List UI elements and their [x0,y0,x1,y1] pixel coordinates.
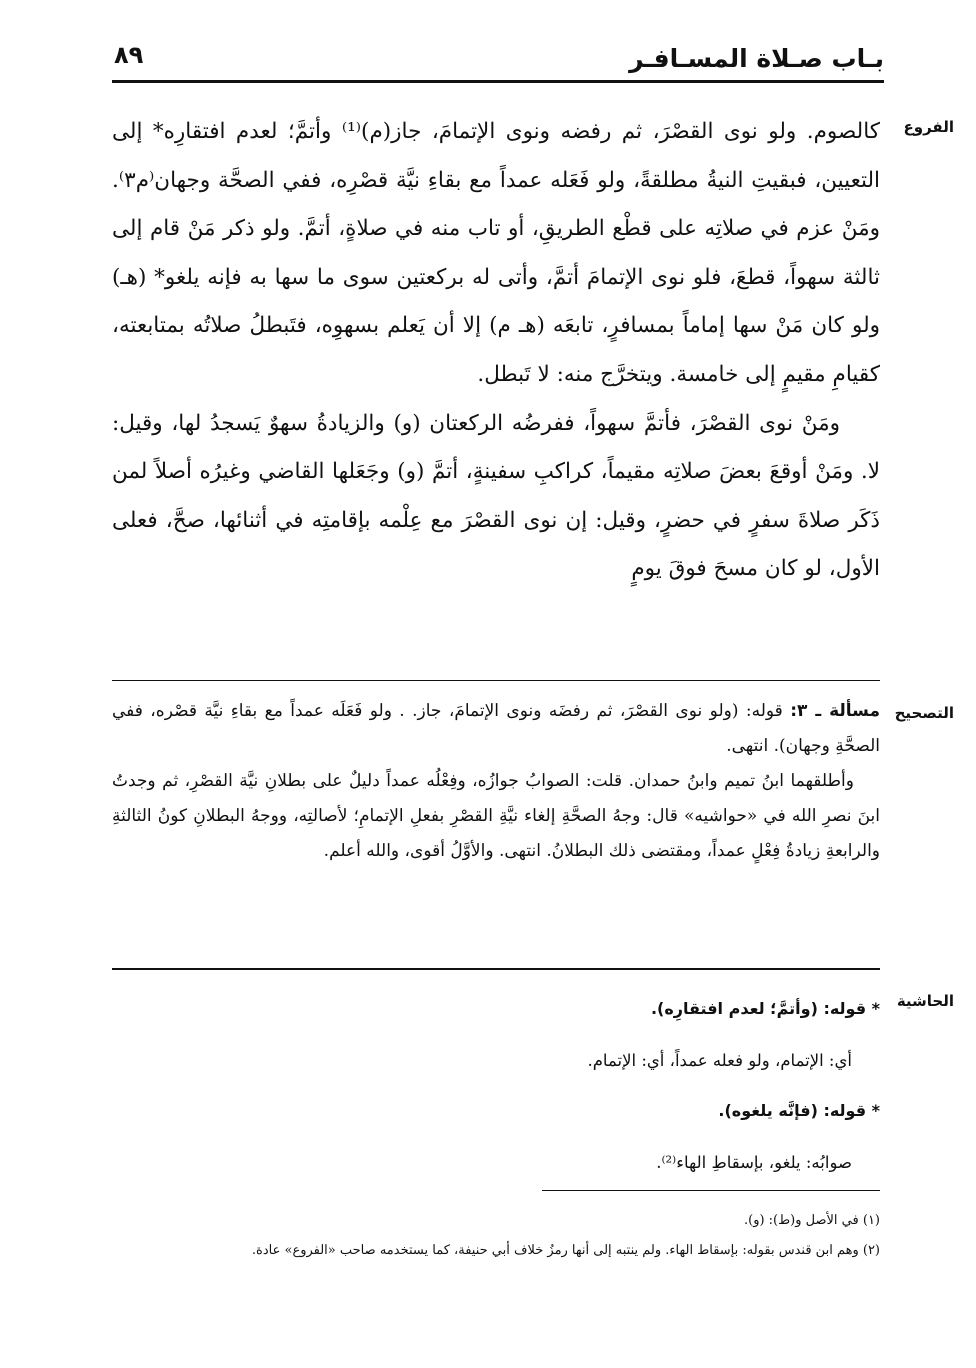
tashih-paragraph-1-text: قوله: (ولو نوى القصْرَ، ثم رفضَه ونوى الإتمامَ، جاز. . ولو فَعَلَه عمداً مع بقاءِ نيَّة قصْره، ففي الصحَّةِ وجهان). انتهى. [112,701,880,756]
label-hashiya: الحاشية [896,992,954,1010]
tashih-paragraph-2: وأطلقهما ابنُ تميم وابنُ حمدان. قلت: الصوابُ جوازُه، وفِعْلُه عمداً دليلٌ على بطلانِ نيَّة القصْرِ، ثم وجدتُ ابنَ نصرِ الله في «حواشيه» قال: وجهُ الصحَّةِ إلغاء نيَّةِ القصْرِ بفعلِ الإتمامِ؛ لأصالتِه، ووجهُ البطلانِ كونُ الثالثةِ والرابعةِ زيادةُ فِعْلٍ عمداً، ومقتضى ذلك البطلانُ. انتهى. والأوَّلُ أقوى، والله أعلم. [112,771,880,861]
chapter-title: بـاب صـلاة المسـافـر [629,44,884,73]
hashiya-quote-1: * قوله: (وأتمَّ؛ لعدم افتقارِه). [650,999,880,1018]
tashih-section [112,694,880,869]
masala-label: مسألة ـ ٣: [790,701,880,721]
furu-paragraph-2: ومَنْ نوى القصْرَ، فأتمَّ سهواً، ففرضُه الركعتان (و) والزيادةُ سهوٌ يَسجدُ لها، وقيل: لا. ومَنْ أوقعَ بعضَ صلاتِه مقيماً، كراكبِ سفينةٍ، أتمَّ (و) وجَعَلها القاضي وغيرُه أصلاً لمن ذَكَر صلاةَ سفرٍ في حضرٍ، وقيل: إن نوى القصْرَ مع عِلْمه بإقامتِه في أثنائها، صحَّ، فعلى الأول، لو كان مسحَ فوقَ يومٍ [112,410,880,582]
hashiya-comment-1: أي: الإتمام، ولو فعله عمداً، أي: الإتمام. [587,1051,852,1070]
header-divider [112,80,884,83]
hashiya-quote-2: * قوله: (فإنَّه يلغوه). [718,1101,880,1120]
footnote-1: (١) في الأصل و(ط): (و). [743,1213,880,1228]
label-furu: الفروع [903,118,954,136]
footnote-2: (٢) وهم ابن قندس بقوله: بإسقاط الهاء. ولم ينتبه إلى أنها رمزُ خلاف أبي حنيفة، كما يستخدمه صاحب «الفروع» عادة. [251,1243,880,1258]
footnote-divider [542,1190,880,1191]
hashiya-divider [112,968,880,970]
tashih-paragraph-1 [112,694,880,764]
hashiya-comment-2: صوابُه: يلغو، بإسقاطِ الهاء⁽²⁾. [656,1153,852,1172]
tashih-divider [112,680,880,681]
page-number: ٨٩ [114,41,144,69]
furu-paragraph-1: كالصوم. ولو نوى القصْرَ، ثم رفضه ونوى الإتمامَ، جاز(م)⁽¹⁾ وأتمَّ؛ لعدم افتقارِه* إلى التعيين، فبقيتِ النيةُ مطلقةً، ولو فَعَله عمداً مع بقاءِ نيَّة قصْرِه، ففي الصحَّة وجهان⁽م٣⁾. ومَنْ عزم في صلاتِه على قطْع الطريقِ، أو تاب منه في صلاةٍ، أتمَّ. ولو ذكر مَنْ قام إلى ثالثة سهواً، قطعَ، فلو نوى الإتمامَ أتمَّ، وأتى له بركعتين سوى ما سها به فإنه يلغو* (هـ) ولو كان مَنْ سها إماماً بمسافرٍ، تابعَه (هـ م) إلا أن يَعلم بسهوِه، فتَبطلُ صلاتُه بمتابعته، كقيامِ مقيمٍ إلى خامسة. ويتخرَّج منه: لا تَبطل. [112,119,880,387]
label-tashih: التصحيح [894,704,954,722]
furu-section [112,108,880,594]
